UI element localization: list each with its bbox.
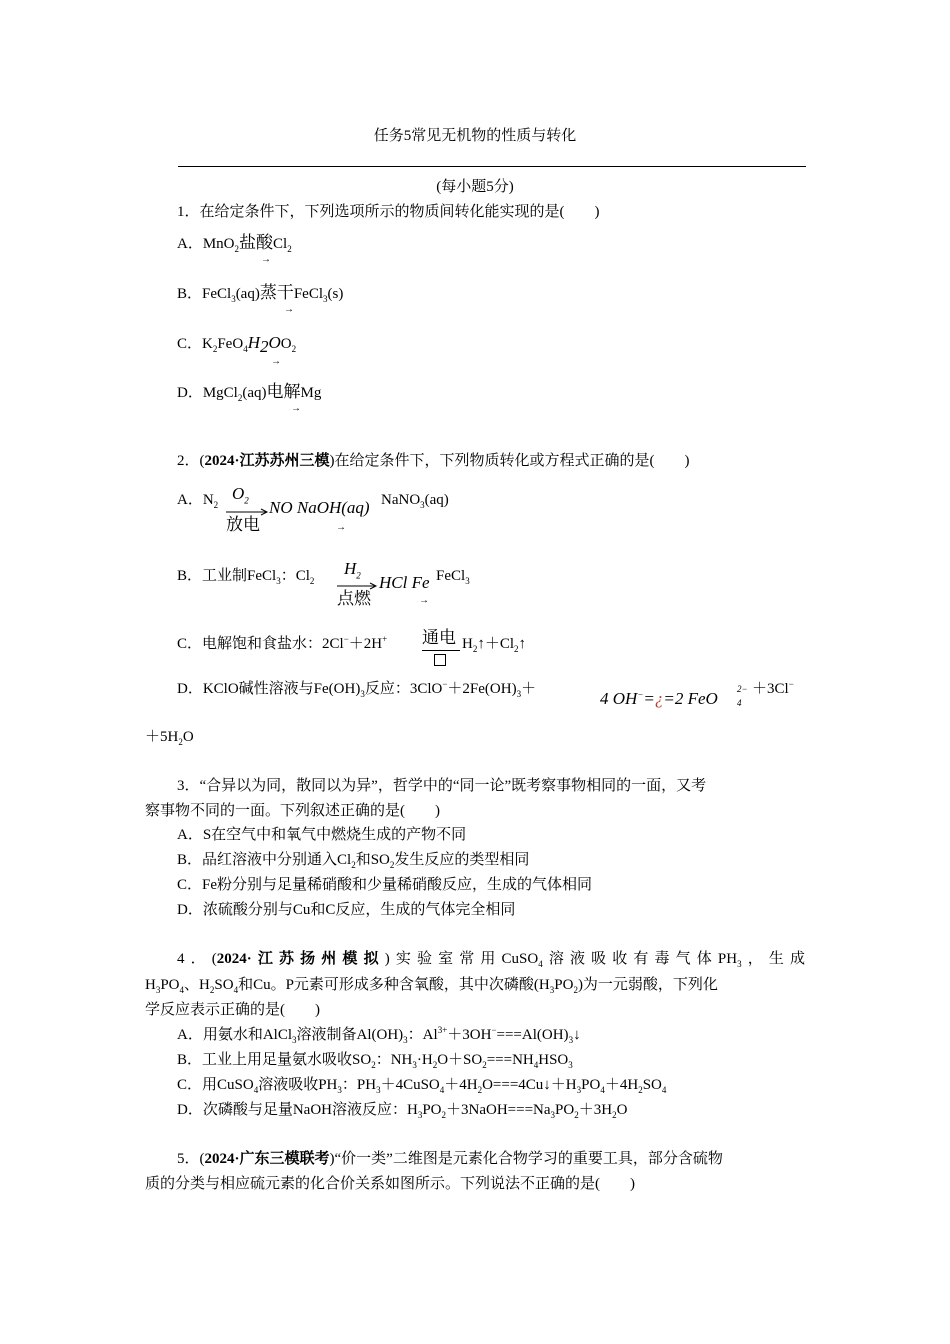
q2-c-products: $H_2↑+Cl_2↑$ xyxy=(462,636,527,654)
q1-stem: 1．在给定条件下，下列选项所示的物质间转化能实现的是( ) xyxy=(177,204,600,220)
q1-option-c[interactable]: C．$K_2FeO_4H_2OO_2$ xyxy=(177,333,297,356)
q4-source: 2024·江苏扬州模拟 xyxy=(216,951,385,967)
q1-option-b[interactable]: B．FeCl$_3$(aq)蒸干FeCl$_3$(s) xyxy=(177,283,344,304)
q2-a-cond-top: $O_2$ xyxy=(232,484,249,506)
q4-option-b[interactable]: B．工业上用足量氨水吸收$SO_2$：$NH_3\cdot H_2O+SO_2===NH_4HSO_3$ xyxy=(177,1052,573,1070)
q1-d-arrow: → xyxy=(291,403,301,414)
q3-option-c[interactable]: C．Fe粉分别与足量稀硝酸和少量稀硝酸反应，生成的气体相同 xyxy=(177,877,593,893)
q4-option-a[interactable]: A．用氨水和AlCl$_3$溶液制备$Al(OH)_3$：$Al^{3+}+3OH^-===Al(OH)_3↓$ xyxy=(177,1025,581,1045)
q2-a-mid: NO NaOH(aq) xyxy=(269,498,370,517)
q1-c-arrow: → xyxy=(271,356,281,367)
q2-c-cond-line xyxy=(422,650,460,651)
q5-stem-line1: 5．(2024·广东三模联考)“价一类”二维图是元素化合物学习的重要工具，部分含硫物 xyxy=(177,1151,723,1167)
q2-d-charge: 2− xyxy=(737,684,748,694)
q4-option-c[interactable]: C．用CuSO$_4$溶液吸收$PH_3$：$PH_3+4CuSO_4+4H_2O===4Cu↓+H_3PO_4+4H_2SO_4$ xyxy=(177,1077,667,1095)
q2-c-cond-box xyxy=(434,653,446,671)
q2-c-cond: 通电 xyxy=(422,628,456,647)
q4-stem-line2: $H_3PO_4$、$H_2SO_4$和Cu。P元素可形成多种含氧酸，其中次磷酸$(H_3PO_2)$为一元弱酸，下列化 xyxy=(145,977,718,995)
q2-d-ferrate-sub: 4 xyxy=(737,698,742,708)
q2-b-product: FeCl$_3$ xyxy=(436,568,470,586)
q5-stem-line2: 质的分类与相应硫元素的化合价关系如图所示。下列说法不正确的是( ) xyxy=(145,1176,635,1192)
q2-option-d[interactable]: D．KClO碱性溶液与$Fe(OH)_3$反应：$3ClO^-+2Fe(OH)_3+$ xyxy=(177,679,537,699)
q2-stem: 2．(2024·江苏苏州三模)在给定条件下，下列物质转化或方程式正确的是( ) xyxy=(177,453,690,469)
q4-stem-line3: 学反应表示正确的是( ) xyxy=(145,1002,320,1018)
q3-stem-line1: 3．“合异以为同，散同以为异”，哲学中的“同一论”既考察事物相同的一面，又考 xyxy=(177,778,707,794)
q2-option-c[interactable]: C．电解饱和食盐水：2Cl−＋2H+ xyxy=(177,634,388,652)
q3-option-d[interactable]: D．浓硫酸分别与Cu和C反应，生成的气体完全相同 xyxy=(177,902,516,918)
q2-b-cond-bottom: 点燃 xyxy=(337,589,371,608)
q3-option-b[interactable]: B．品红溶液中分别通入$Cl_2$和$SO_2$发生反应的类型相同 xyxy=(177,852,530,870)
q2-a-arrow: → xyxy=(336,522,346,533)
q2-b-mid: HCl Fe xyxy=(379,573,430,592)
q2-b-arrow: → xyxy=(419,595,429,606)
q4-option-d[interactable]: D．次磷酸与足量NaOH溶液反应：$H_3PO_2+3NaOH===Na_3PO_2+3H_2O$ xyxy=(177,1102,628,1120)
page-title: 任务5常见无机物的性质与转化 xyxy=(373,128,577,144)
q1-option-d[interactable]: D．MgCl$_2$(aq)电解Mg xyxy=(177,382,322,403)
q2-option-a[interactable]: A．$N_2$ xyxy=(177,492,219,510)
q2-d-continuation: $+5H_2O$ xyxy=(145,729,194,747)
score-note: (每小题5分) xyxy=(436,179,514,195)
q5-source: 2024·广东三模联考 xyxy=(204,1151,330,1167)
q2-b-cond-top: $H_2$ xyxy=(344,559,361,581)
q3-stem-line2: 察事物不同的一面。下列叙述正确的是( ) xyxy=(145,803,440,819)
q2-d-tail: ＋3Cl− xyxy=(752,679,794,697)
q2-option-b[interactable]: B．工业制FeCl$_3$：$Cl_2$ xyxy=(177,568,315,586)
q1-option-a[interactable]: A．MnO$_2$盐酸$Cl_2$ xyxy=(177,233,292,254)
q3-option-a[interactable]: A．S在空气中和氧气中燃烧生成的产物不同 xyxy=(177,827,467,843)
q2-a-cond-bottom: 放电 xyxy=(226,515,260,534)
q1-a-arrow: → xyxy=(261,254,271,265)
q2-d-hydroxide: 4 OH−=¿=2 FeO xyxy=(600,689,718,708)
title-divider xyxy=(178,166,806,167)
q2-source: 2024·江苏苏州三模 xyxy=(204,453,330,469)
q4-stem-line1: 4．(2024·江苏扬州模拟)实验室常用CuSO$_4$溶液吸收有毒气体$PH_3$，生成 xyxy=(177,951,805,969)
q2-a-product: NaNO$_3$(aq) xyxy=(381,492,449,510)
q1-b-arrow: → xyxy=(284,304,294,315)
